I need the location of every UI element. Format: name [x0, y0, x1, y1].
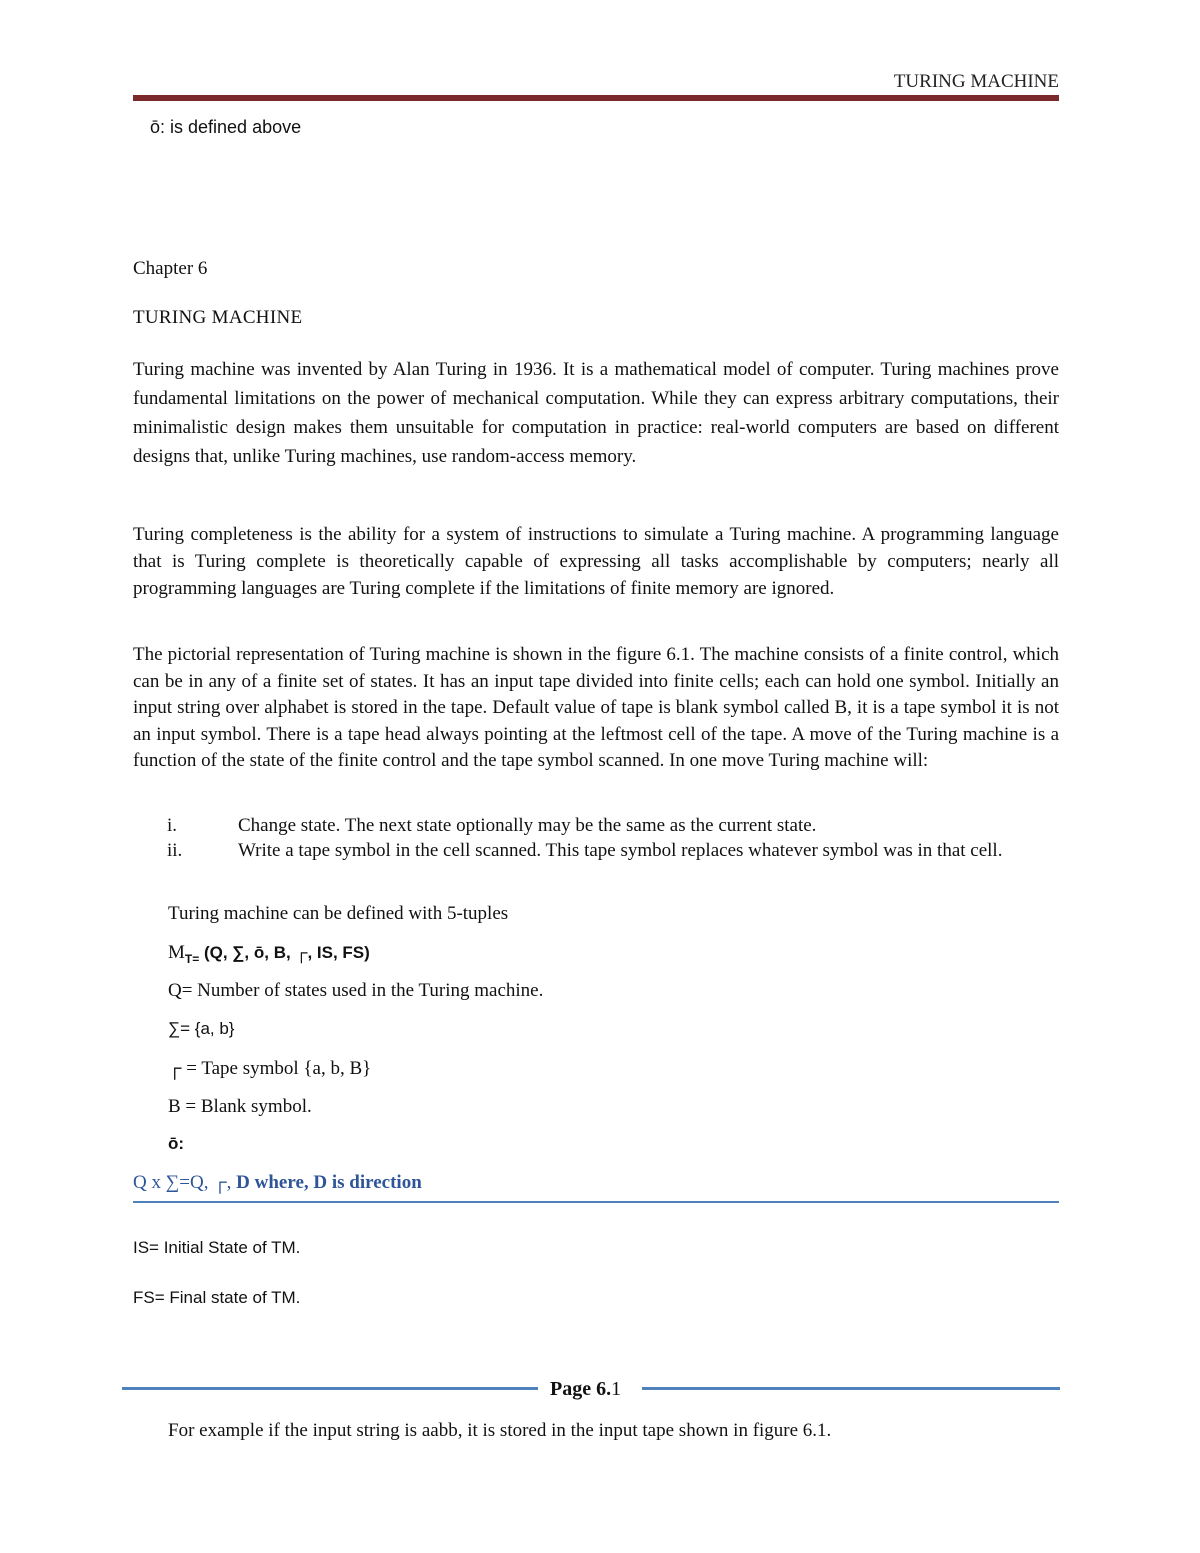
- transition-heading: [133, 1172, 422, 1194]
- footer-rule-left: [122, 1387, 538, 1390]
- running-header: TURING MACHINE: [893, 71, 1059, 92]
- paragraph-intro: Turing machine was invented by Alan Turing in 1936. It is a mathematical model of computer. Turing machines prove fundamental limitations on the power of mechanical computation. While they can express arbitrary computations, their minimalistic design makes them unsuitable for computation in practice: real-world computers are based on different designs that, unlike Turing machines, use random-access memory.: [133, 359, 1059, 467]
- list-item-number: i.: [167, 815, 178, 836]
- delta-defined-line: ō: is defined above: [150, 117, 302, 137]
- tuple-subscript: T=: [184, 951, 200, 966]
- page-number: [550, 1378, 621, 1401]
- transition-heading-plain: Q x ∑=Q, ┌,: [133, 1172, 237, 1193]
- tuple-elements: (Q, ∑, ō, B, ┌, IS, FS): [199, 943, 370, 962]
- tuple-m: M: [168, 942, 185, 963]
- chapter-label: Chapter 6: [133, 258, 208, 279]
- header-rule: [133, 95, 1059, 101]
- chapter-title: TURING MACHINE: [133, 307, 303, 328]
- delta-definition: ō:: [168, 1134, 185, 1153]
- definition-intro: Turing machine can be defined with 5-tuples: [168, 903, 509, 924]
- q-definition: Q= Number of states used in the Turing machine.: [168, 980, 544, 1001]
- tuple-definition: [168, 942, 370, 966]
- heading-underline: [133, 1201, 1059, 1203]
- continuation-text: For example if the input string is aabb, it is stored in the input tape shown in figure 6.1.: [168, 1420, 832, 1441]
- sigma-definition: ∑= {a, b}: [168, 1019, 235, 1038]
- initial-state-definition: IS= Initial State of TM.: [133, 1238, 301, 1257]
- gamma-definition: ┌ = Tape symbol {a, b, B}: [168, 1058, 372, 1079]
- list-item-text: Write a tape symbol in the cell scanned. This tape symbol replaces whatever symbol was in that cell.: [238, 840, 1003, 861]
- blank-definition: B = Blank symbol.: [168, 1096, 312, 1117]
- page-label: Page 6.: [550, 1378, 612, 1400]
- final-state-definition: FS= Final state of TM.: [133, 1288, 301, 1307]
- paragraph-completeness: Turing completeness is the ability for a system of instructions to simulate a Turing machine. A programming language that is Turing complete is theoretically capable of expressing all tasks accomplishable by computers; nearly all programming languages are Turing complete if the limitations of finite memory are ignored.: [133, 524, 1059, 599]
- transition-heading-bold: D where, D is direction: [236, 1172, 422, 1193]
- paragraph-pictorial: The pictorial representation of Turing machine is shown in the figure 6.1. The machine consists of a finite control, which can be in any of a finite set of states. It has an input tape divided into finite cells; each can hold one symbol. Initially an input string over alphabet is stored in the tape. Default value of tape is blank symbol called B, it is a tape symbol it is not an input symbol. There is a tape head always pointing at the leftmost cell of the tape. A move of the Turing machine is a function of the state of the finite control and the tape symbol scanned. In one move Turing machine will:: [133, 644, 1059, 771]
- page-index: 1: [611, 1378, 622, 1400]
- list-item-number: ii.: [167, 840, 183, 861]
- footer-rule-right: [642, 1387, 1060, 1390]
- list-item-text: Change state. The next state optionally may be the same as the current state.: [238, 815, 817, 836]
